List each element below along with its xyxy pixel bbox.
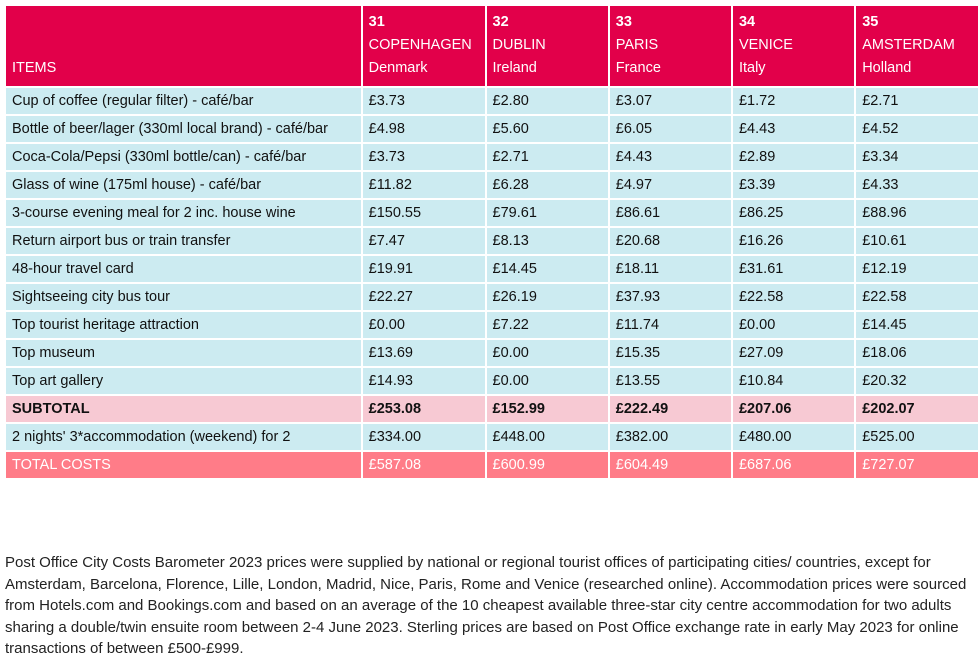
price-cell: £0.00 xyxy=(487,368,608,394)
price-cell: £4.33 xyxy=(856,172,978,198)
price-cell: £13.69 xyxy=(363,340,485,366)
price-cell: £152.99 xyxy=(487,396,608,422)
price-cell: £207.06 xyxy=(733,396,854,422)
price-cell: £1.72 xyxy=(733,88,854,114)
price-cell: £16.26 xyxy=(733,228,854,254)
item-cell: SUBTOTAL xyxy=(6,396,361,422)
price-cell: £2.71 xyxy=(487,144,608,170)
price-cell: £6.28 xyxy=(487,172,608,198)
item-cell: TOTAL COSTS xyxy=(6,452,361,478)
price-cell: £150.55 xyxy=(363,200,485,226)
price-cell: £448.00 xyxy=(487,424,608,450)
price-cell: £480.00 xyxy=(733,424,854,450)
table-row xyxy=(6,424,978,450)
price-cell: £14.45 xyxy=(856,312,978,338)
price-cell: £10.84 xyxy=(733,368,854,394)
table-row xyxy=(6,144,978,170)
city-city: PARIS xyxy=(615,37,659,53)
price-cell: £4.52 xyxy=(856,116,978,142)
item-cell: Return airport bus or train transfer xyxy=(6,228,361,254)
city-header xyxy=(487,6,608,86)
city-header xyxy=(856,6,978,86)
price-cell: £202.07 xyxy=(856,396,978,422)
price-cell: £3.07 xyxy=(610,88,731,114)
city-country: France xyxy=(615,60,661,76)
price-cell: £687.06 xyxy=(733,452,854,478)
price-cell: £13.55 xyxy=(610,368,731,394)
price-cell: £0.00 xyxy=(487,340,608,366)
price-cell: £27.09 xyxy=(733,340,854,366)
price-cell: £6.05 xyxy=(610,116,731,142)
city-rank: 34 xyxy=(738,14,756,30)
price-cell: £604.49 xyxy=(610,452,731,478)
item-cell: Top art gallery xyxy=(6,368,361,394)
price-cell: £3.73 xyxy=(363,88,485,114)
table-row xyxy=(6,340,978,366)
item-cell: Sightseeing city bus tour xyxy=(6,284,361,310)
city-rank: 35 xyxy=(862,14,879,30)
price-cell: £3.34 xyxy=(856,144,978,170)
price-cell: £22.58 xyxy=(856,284,978,310)
price-cell: £334.00 xyxy=(363,424,485,450)
items-header: ITEMS xyxy=(6,6,361,86)
table-row xyxy=(6,228,978,254)
city-country: Ireland xyxy=(492,60,537,76)
city-city: COPENHAGEN xyxy=(368,37,472,53)
table-row xyxy=(6,256,978,282)
price-cell: £253.08 xyxy=(363,396,485,422)
item-cell: Top museum xyxy=(6,340,361,366)
price-cell: £18.11 xyxy=(610,256,731,282)
table-row xyxy=(6,368,978,394)
city-rank: 31 xyxy=(368,14,385,30)
item-cell: Coca-Cola/Pepsi (330ml bottle/can) - café/bar xyxy=(6,144,361,170)
price-cell: £19.91 xyxy=(363,256,485,282)
price-cell: £600.99 xyxy=(487,452,608,478)
price-cell: £18.06 xyxy=(856,340,978,366)
table-row xyxy=(6,116,978,142)
price-cell: £3.73 xyxy=(363,144,485,170)
price-cell: £37.93 xyxy=(610,284,731,310)
price-cell: £88.96 xyxy=(856,200,978,226)
price-cell: £79.61 xyxy=(487,200,608,226)
price-cell: £525.00 xyxy=(856,424,978,450)
table-row xyxy=(6,312,978,338)
price-cell: £10.61 xyxy=(856,228,978,254)
total-row xyxy=(6,452,978,478)
price-cell: £0.00 xyxy=(363,312,485,338)
price-cell: £20.68 xyxy=(610,228,731,254)
price-cell: £12.19 xyxy=(856,256,978,282)
price-cell: £587.08 xyxy=(363,452,485,478)
price-cell: £11.82 xyxy=(363,172,485,198)
price-cell: £727.07 xyxy=(856,452,978,478)
price-cell: £7.22 xyxy=(487,312,608,338)
price-cell: £2.71 xyxy=(856,88,978,114)
price-cell: £31.61 xyxy=(733,256,854,282)
price-cell: £382.00 xyxy=(610,424,731,450)
price-cell: £0.00 xyxy=(733,312,854,338)
price-cell: £4.43 xyxy=(733,116,854,142)
price-cell: £7.47 xyxy=(363,228,485,254)
city-rank: 33 xyxy=(615,14,632,30)
city-city: AMSTERDAM xyxy=(862,37,955,53)
price-cell: £14.45 xyxy=(487,256,608,282)
city-city: DUBLIN xyxy=(492,37,546,53)
city-city: VENICE xyxy=(738,37,793,53)
price-cell: £3.39 xyxy=(733,172,854,198)
city-country: Italy xyxy=(738,60,766,76)
item-cell: Glass of wine (175ml house) - café/bar xyxy=(6,172,361,198)
price-cell: £15.35 xyxy=(610,340,731,366)
subtotal-row xyxy=(6,396,978,422)
item-cell: 2 nights' 3*accommodation (weekend) for 2 xyxy=(6,424,361,450)
price-cell: £8.13 xyxy=(487,228,608,254)
city-header xyxy=(363,6,485,86)
table-row xyxy=(6,172,978,198)
item-cell: Top tourist heritage attraction xyxy=(6,312,361,338)
price-cell: £4.43 xyxy=(610,144,731,170)
price-cell: £11.74 xyxy=(610,312,731,338)
city-rank: 32 xyxy=(492,14,509,30)
price-cell: £22.58 xyxy=(733,284,854,310)
table-row xyxy=(6,200,978,226)
city-costs-table xyxy=(4,4,980,480)
table-row xyxy=(6,88,978,114)
city-header xyxy=(733,6,854,86)
footnote: Post Office City Costs Barometer 2023 prices were supplied by national or regional tourist offices of participating cities/ countries, except for Amsterdam, Barcelona, Florence, Lille, London, Madrid, Nice, Paris, Rome and Venice (researched online). Accommodation prices were sourced from Hotels.com and Bookings.com and based on an average of the 10 cheapest available three-star city centre accommodation for two adults sharing a double/twin ensuite room between 2-4 June 2023. Sterling prices are based on Post Office exchange rate in early May 2023 for online transactions of between £500-£999. xyxy=(5,554,967,657)
price-cell: £222.49 xyxy=(610,396,731,422)
price-cell: £20.32 xyxy=(856,368,978,394)
price-cell: £4.97 xyxy=(610,172,731,198)
city-country: Holland xyxy=(862,60,912,76)
table-row xyxy=(6,284,978,310)
price-cell: £86.25 xyxy=(733,200,854,226)
item-cell: 48-hour travel card xyxy=(6,256,361,282)
price-cell: £86.61 xyxy=(610,200,731,226)
price-cell: £2.89 xyxy=(733,144,854,170)
city-header xyxy=(610,6,731,86)
price-cell: £14.93 xyxy=(363,368,485,394)
item-cell: 3-course evening meal for 2 inc. house wine xyxy=(6,200,361,226)
price-cell: £2.80 xyxy=(487,88,608,114)
price-cell: £4.98 xyxy=(363,116,485,142)
item-cell: Cup of coffee (regular filter) - café/bar xyxy=(6,88,361,114)
price-cell: £5.60 xyxy=(487,116,608,142)
price-cell: £26.19 xyxy=(487,284,608,310)
price-cell: £22.27 xyxy=(363,284,485,310)
item-cell: Bottle of beer/lager (330ml local brand) - café/bar xyxy=(6,116,361,142)
city-country: Denmark xyxy=(368,60,428,76)
header-row xyxy=(6,6,978,86)
